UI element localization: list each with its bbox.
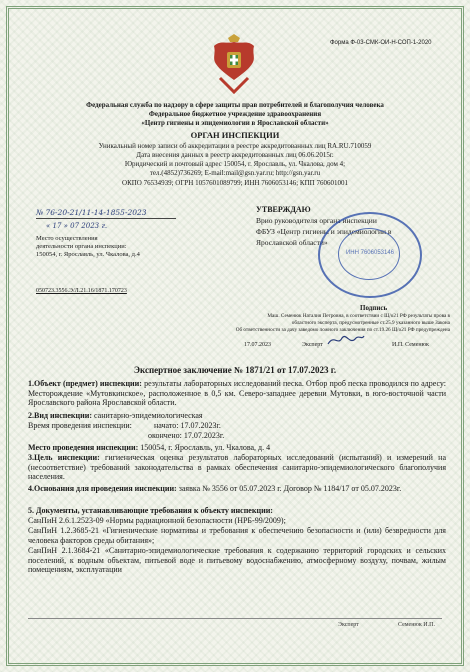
section-4-label: 4.Основания для проведения инспекции: <box>28 484 177 493</box>
footer-left: Эксперт <box>338 622 359 628</box>
conclusion-code: 050723.3556.Э/Л.21.16/1871.170723 <box>36 288 127 294</box>
stamp-text: ИНН 7606053146 <box>345 250 394 256</box>
signature-name: И.П. Семенюк <box>392 342 429 348</box>
section-4 <box>28 484 446 494</box>
signature-date: 17.07.2023 <box>244 342 271 348</box>
signature-scribble-icon <box>326 332 366 348</box>
section-2-time-label: Время проведения инспекции: <box>28 421 132 430</box>
reg-date: « 17 » 07 2023 г. <box>46 222 108 230</box>
section-3 <box>28 453 446 482</box>
section-1 <box>28 379 446 408</box>
place-label: Место проведения инспекции: <box>28 443 139 452</box>
section-5-label: 5. Документы, устанавливающие требования к объекту инспекции: <box>28 506 273 515</box>
conclusion-title: Экспертное заключение № 1871/21 от 17.07.2023 г. <box>133 365 337 375</box>
place-text: 150054, г. Ярославль, ул. Чкалова, д. 4 <box>140 443 271 452</box>
place-label-1: Место осуществления <box>36 235 98 242</box>
signature-role: Эксперт <box>302 342 323 348</box>
section-2-label: 2.Вид инспекции: <box>28 411 93 420</box>
section-1-label: 1.Объект (предмет) инспекции: <box>28 379 142 388</box>
header-line-2: Федеральное бюджетное учреждение здравоохранения <box>148 110 322 118</box>
signature-line-3: Об ответственности за дачу заведомо ложного заключения по ст.19.26 Щ/о21 РФ предупреждена <box>235 327 450 333</box>
address-line: Юридический и почтовый адрес 150054, г. Ярославль, ул. Чкалова, дом 4; <box>124 160 346 168</box>
reg-line: Уникальный номер записи об аккредитации в реестре аккредитованных лиц RA.RU.710059 <box>98 142 372 150</box>
org-title: ОРГАН ИНСПЕКЦИИ <box>190 130 280 140</box>
contacts-line: тел.(4852)736269; E-mail:mail@gsn.yar.ru; http://gsn.yar.ru <box>149 169 321 177</box>
section-2-end: окончено: 17.07.2023г. <box>148 431 225 440</box>
footer-rule <box>28 618 442 619</box>
reg-number-underline <box>36 218 176 219</box>
section-2-start: начато: 17.07.2023г. <box>154 421 221 430</box>
approve-line-3: Ярославской области» <box>256 238 328 247</box>
form-code: Форма Ф-03-СМК-ОИ-Н-СОП-1-2020 <box>330 40 432 46</box>
approve-line-1: Врио руководителя органа инспекции <box>256 216 377 225</box>
date-line: Дата внесения данных в реестр аккредитованных лиц 06.06.2015г. <box>136 151 334 159</box>
section-5-item: СанПиН 2.6.1.2523-09 «Нормы радиационной безопасности (НРБ-99/2009); <box>28 516 286 525</box>
place-address: 150054, г. Ярославль, ул. Чкалова, д.4 <box>36 251 140 258</box>
signature-title: Подпись <box>360 304 388 312</box>
header-line-3: «Центр гигиены и эпидемиологии в Ярославской области» <box>141 119 329 127</box>
official-stamp <box>318 212 422 298</box>
codes-line: ОКПО 76534939; ОГРН 1057601089799; ИНН 7606053146; КПП 760601001 <box>122 179 348 187</box>
reg-number: № 76-20-21/11-14-1855-2023 <box>36 208 147 217</box>
section-1-text: результаты лабораторных исследований песка. Отбор проб песка проводился по адресу: Месторождение «Мутовкинское», расположенное в 0,5 км. Северо-западнее деревни Мутовки, в юго-восточной части Ярославского района Ярославской области. <box>28 379 446 408</box>
section-5-item: СанПиН 2.1.3684-21 «Санитарно-эпидемиологические требования к содержанию территорий городских и сельских поселений, к водным объектам, питьевой воде и питьевому водоснабжению, атмосферному воздуху, почвам, жилым помещениям, эксплуатации <box>28 546 446 575</box>
section-3-label: 3.Цель инспекции: <box>28 453 100 462</box>
section-2 <box>28 411 446 421</box>
approve-line-2: ФБУЗ «Центр гигиены и эпидемиологии в <box>256 227 392 236</box>
place-section <box>28 443 446 453</box>
signature-line-1: Маш. Семенюк Наталия Петровна, в соответствии с Щ/о21 РФ результаты прова в <box>267 313 450 319</box>
russian-emblem-icon <box>206 34 262 94</box>
approve-title: УТВЕРЖДАЮ <box>256 205 311 214</box>
section-2-text: санитарно-эпидемиологическая <box>94 411 203 420</box>
section-5-item: СанПиН 1.2.3685-21 «Гигиенические нормативы и требования к обеспечению безопасности и (или) безвредности для человека факторов среды обитания»; <box>28 526 446 545</box>
signature-line-2: областного экспертa, предусмотренные ст.25.9 указанного выше Закона <box>291 320 450 326</box>
footer-right: Семенюк И.П. <box>398 622 435 628</box>
header-line-1: Федеральная служба по надзору в сфере защиты прав потребителей и благополучия человека <box>86 101 384 109</box>
place-label-2: деятельности органа инспекции: <box>36 243 127 250</box>
section-3-text: гигиеническая оценка результатов лабораторных исследований (испытаний) и измерений на (несоответствие) требований законодательства в рамках обеспечения санитарно-эпидемиологического благополучия населения. <box>28 453 447 482</box>
section-4-text: заявка № 3556 от 05.07.2023 г. Договор № 1184/17 от 05.07.2023г. <box>178 484 402 493</box>
